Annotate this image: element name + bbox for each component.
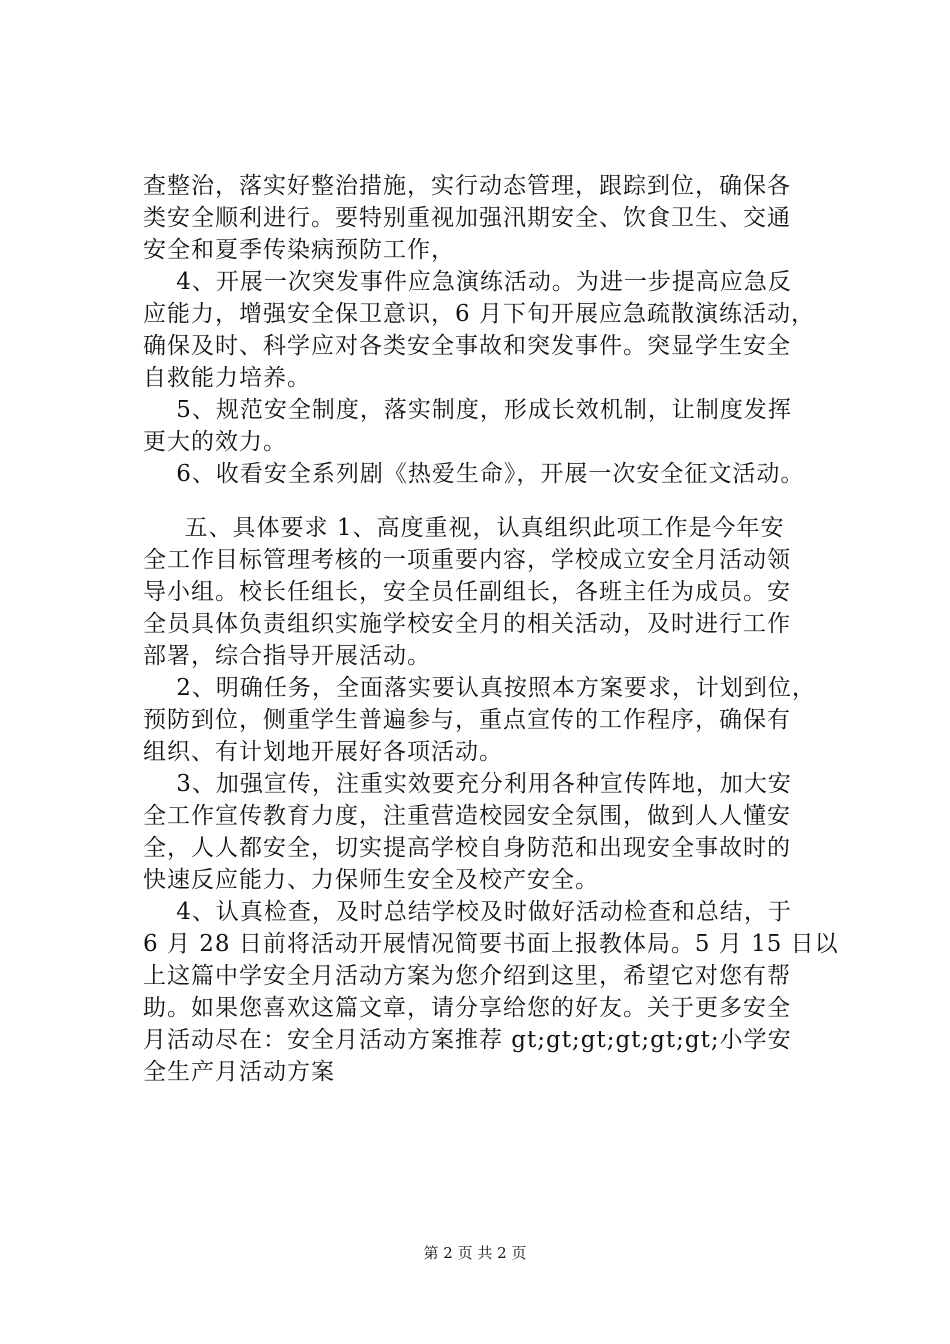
- text-line: 月活动尽在：安全月活动方案推荐 gt;gt;gt;gt;gt;gt;小学安: [143, 1027, 792, 1053]
- text-line: 6 月 28 日前将活动开展情况简要书面上报教体局。5 月 15 日以: [143, 931, 839, 957]
- text-line: 全工作目标管理考核的一项重要内容，学校成立安全月活动领: [143, 547, 791, 573]
- text-line: 类安全顺利进行。要特别重视加强汛期安全、饮食卫生、交通: [143, 205, 791, 231]
- text-line: 快速反应能力、力保师生安全及校产安全。: [143, 867, 599, 893]
- page-footer: 第 2 页 共 2 页: [423, 1244, 527, 1262]
- text-line: 6、收看安全系列剧《热爱生命》，开展一次安全征文活动。: [143, 461, 805, 487]
- text-line: 全生产月活动方案: [143, 1059, 335, 1085]
- text-line: 组织、有计划地开展好各项活动。: [143, 739, 503, 765]
- text-line: 上这篇中学安全月活动方案为您介绍到这里，希望它对您有帮: [143, 963, 791, 989]
- text-line: 更大的效力。: [143, 429, 287, 455]
- text-line: 查整治，落实好整治措施，实行动态管理，跟踪到位，确保各: [143, 173, 791, 199]
- text-line: 导小组。校长任组长，安全员任副组长，各班主任为成员。安: [143, 579, 791, 605]
- text-line: 4、认真检查，及时总结学校及时做好活动检查和总结，于: [143, 899, 792, 925]
- text-line: 确保及时、科学应对各类安全事故和突发事件。突显学生安全: [143, 333, 791, 359]
- text-line: 部署，综合指导开展活动。: [143, 643, 431, 669]
- text-line: 安全和夏季传染病预防工作，: [143, 237, 455, 263]
- text-line: 5、规范安全制度，落实制度，形成长效机制，让制度发挥: [143, 397, 792, 423]
- text-line: 4、开展一次突发事件应急演练活动。为进一步提高应急反: [143, 269, 792, 295]
- text-line: 自救能力培养。: [143, 365, 311, 391]
- text-line: 2、明确任务，全面落实要认真按照本方案要求，计划到位，: [143, 675, 816, 701]
- text-line: 全员具体负责组织实施学校安全月的相关活动，及时进行工作: [143, 611, 791, 637]
- text-line: 全，人人都安全，切实提高学校自身防范和出现安全事故时的: [143, 835, 791, 861]
- text-line: 预防到位，侧重学生普遍参与，重点宣传的工作程序，确保有: [143, 707, 791, 733]
- text-line: 3、加强宣传，注重实效要充分利用各种宣传阵地，加大安: [143, 771, 792, 797]
- text-line: 全工作宣传教育力度，注重营造校园安全氛围，做到人人懂安: [143, 803, 791, 829]
- text-line: 应能力，增强安全保卫意识，6 月下旬开展应急疏散演练活动，: [143, 301, 815, 327]
- text-line: 五、具体要求 1、高度重视，认真组织此项工作是今年安: [143, 515, 785, 541]
- text-line: 助。如果您喜欢这篇文章，请分享给您的好友。关于更多安全: [143, 995, 791, 1021]
